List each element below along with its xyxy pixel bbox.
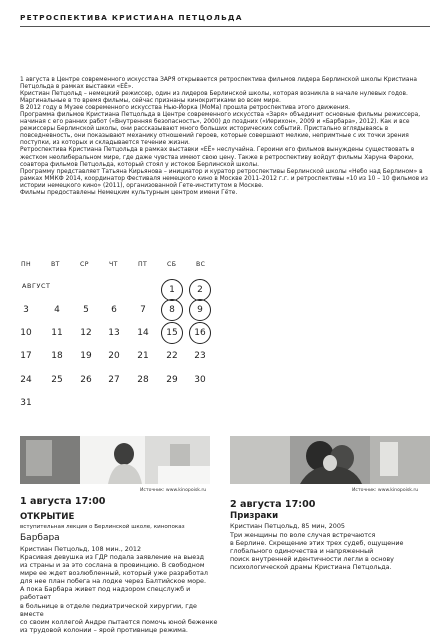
calendar-day-4: 4: [54, 305, 60, 315]
intro-paragraph: В 2012 году в Музее современного искусства Нью-Йорка (МоМа) прошла ретроспектива этого движения.: [20, 105, 350, 112]
calendar-day-1: 1: [161, 279, 183, 301]
film-still-ghosts: [230, 436, 430, 484]
event-date: 2 августа 17:00: [230, 499, 316, 510]
film-description: [230, 531, 430, 571]
calendar-day-11: 11: [51, 328, 63, 338]
page-header-title: РЕТРОСПЕКТИВА КРИСТИАНА ПЕТЦОЛЬДА: [20, 13, 430, 27]
calendar-day-19: 19: [80, 351, 92, 361]
calendar-day-30: 30: [194, 375, 206, 385]
event-title: Призраки: [230, 511, 279, 521]
description-line: в Берлине. Скрещение этих трех судеб, ощущение: [230, 539, 404, 548]
description-line: из страны и за это сослана в провинцию. В свободном: [20, 561, 205, 570]
intro-paragraph: Программу представляет Татьяна Кирьянова – инициатор и куратор ретроспективы Берлинской школы «Небо над Берлином» в рамках ММКФ 2014, координатор Фестиваля немецкого кино в Москве 2011–2012 г.г. и ретроспективы «10 из 10 – 10 фильмов из истории немецкого кино» (2011), организованной Гете-институтом в Москве.: [20, 168, 428, 189]
calendar-day-26: 26: [80, 375, 92, 385]
calendar-day-10: 10: [20, 328, 32, 338]
description-line: поиск внутренней идентичности легли в основу: [230, 555, 394, 564]
description-line: психологической драмы Кристиана Петцольда.: [230, 563, 392, 572]
description-line: в больнице в отделе педиатрической хирургии, где вместе: [20, 601, 197, 618]
event-card-1: [20, 436, 218, 636]
intro-paragraph: Фильмы предоставлены Немецким культурным центром имени Гёте.: [20, 189, 238, 196]
event-title: ОТКРЫТИЕ: [20, 512, 75, 522]
calendar-day-29: 29: [166, 375, 178, 385]
weekday-sun: ВС: [196, 261, 206, 268]
calendar-day-8: 8: [161, 299, 183, 321]
film-meta: Кристиан Петцольд, 85 мин, 2005: [230, 522, 345, 530]
film-title: Барбара: [20, 533, 60, 543]
calendar-day-17: 17: [20, 351, 32, 361]
description-line: Три женщины по воле случая встречаются: [230, 531, 376, 539]
calendar-day-7: 7: [140, 305, 146, 315]
calendar-day-15: 15: [161, 322, 183, 344]
calendar-day-31: 31: [20, 398, 32, 408]
calendar-day-12: 12: [80, 328, 92, 338]
calendar-day-9: 9: [189, 299, 211, 321]
event-card-2: [230, 436, 430, 636]
calendar-day-21: 21: [137, 351, 149, 361]
calendar-day-2: 2: [189, 279, 211, 301]
calendar-day-18: 18: [51, 351, 63, 361]
film-still-image: [230, 436, 430, 484]
description-line: А пока Барбара живет под надзором спецслужб и работает: [20, 585, 191, 602]
calendar-day-22: 22: [166, 351, 178, 361]
calendar-day-27: 27: [108, 375, 120, 385]
intro-paragraph: 1 августа в Центре современного искусства ЗАРЯ открывается ретроспектива фильмов лидера Берлинской школы Кристиана Петцольда в рамках выставки «ЕЁ».: [20, 77, 417, 91]
image-source: Источник: www.kinopoisk.ru: [352, 488, 419, 493]
calendar-day-25: 25: [51, 375, 63, 385]
calendar-day-24: 24: [20, 375, 32, 385]
intro-paragraph: Программа фильмов Кристиана Петцольда в Центре современного искусства «Заря» объединит основные фильмы режиссера, начиная с его ранних работ («Внутренняя безопасность», 2000) до поздних («Иерихон», 2009 и «Барбара», 2012). Как и все режиссеры Берлинской школы, они рассказывают много больших исторических событий. Пристально вглядываясь в повседневность, они показывают механику отношений героев, которые совершают мелкие, непримтные с их точки зрения поступки, из которых и складывается течение жизни.: [20, 112, 421, 147]
weekday-fri: ПТ: [138, 261, 148, 268]
intro-paragraph: Ретроспектива Кристиана Петцольда в рамках выставки «ЕЁ» неслучайна. Героини его фильмов вынуждены существовать в жестком неолиберальном мире, где даже чувства имеют свою цену. Также в ретроспективу войдут фильмы Харуна Фароки, соавтора фильмов Петцольда, который стоял у истоков Берлинской школы.: [20, 147, 415, 168]
event-date: 1 августа 17:00: [20, 496, 106, 507]
description-line: мире ее ждет возлюбленный, который уже разработал: [20, 569, 208, 578]
calendar-month: АВГУСТ: [22, 282, 51, 290]
event-subtitle: вступительная лекция о Берлинской школе, кинопоказ: [20, 524, 185, 530]
film-still-image: [20, 436, 210, 484]
calendar-day-3: 3: [23, 305, 29, 315]
description-line: глобального одиночества и напряженный: [230, 547, 374, 556]
weekday-mon: ПН: [21, 261, 32, 268]
calendar-day-23: 23: [194, 351, 206, 361]
calendar-day-6: 6: [111, 305, 117, 315]
description-line: Красивая девушка из ГДР подала заявление на выезд: [20, 553, 205, 561]
intro-paragraph: Кристиан Петцольд – немецкий режиссер, один из лидеров Берлинской школы, которая возникла в начале нулевых годов. Маргинальные в то время фильмы, сейчас признаны кинокритиками во всем мире.: [20, 91, 408, 105]
calendar-day-20: 20: [108, 351, 120, 361]
weekday-thu: ЧТ: [109, 261, 118, 268]
description-line: для нее план побега на лодке через Балтийское море.: [20, 577, 207, 586]
description-line: со своим коллегой Андре пытается помочь юной беженке: [20, 617, 218, 626]
calendar-day-28: 28: [137, 375, 149, 385]
film-meta: Кристиан Петцольд, 108 мин., 2012: [20, 545, 142, 553]
description-line: из трудовой колонии – ярой противнице режима.: [20, 625, 188, 634]
film-description: [20, 553, 220, 634]
calendar-day-16: 16: [189, 322, 211, 344]
image-source: Источник: www.kinopoisk.ru: [140, 488, 207, 493]
intro-text: [20, 77, 430, 197]
calendar-day-5: 5: [83, 305, 89, 315]
calendar-day-13: 13: [108, 328, 120, 338]
weekday-sat: СБ: [167, 261, 177, 268]
weekday-tue: ВТ: [51, 261, 60, 268]
calendar-day-14: 14: [137, 328, 149, 338]
film-still-barbara: [20, 436, 210, 484]
weekday-wed: СР: [80, 261, 89, 268]
